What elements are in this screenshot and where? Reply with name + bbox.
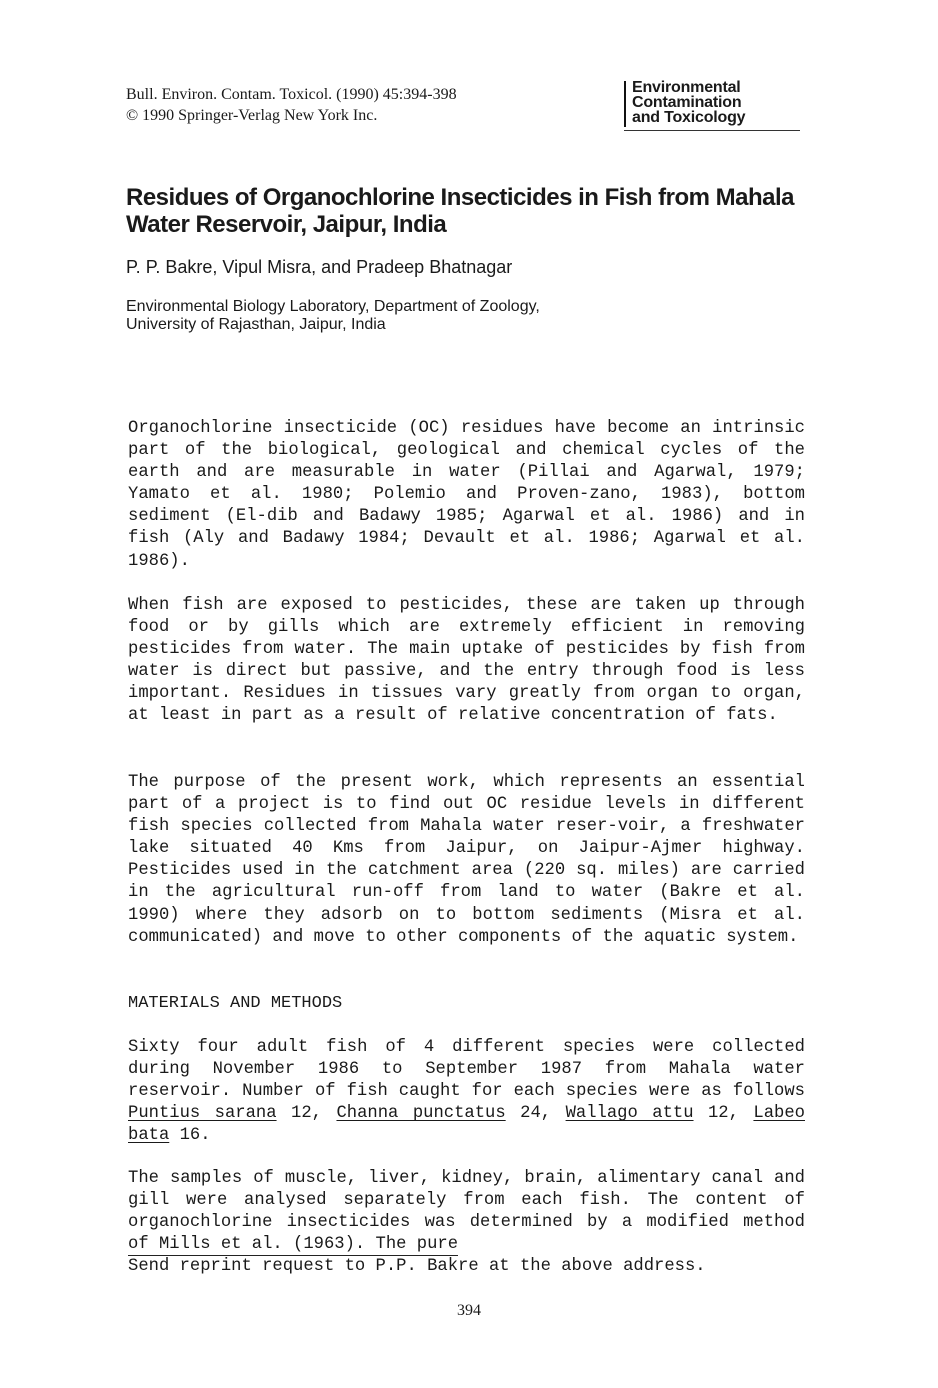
affiliation-line-2: University of Rajasthan, Jaipur, India xyxy=(126,316,386,333)
journal-logo-line-2: Contamination xyxy=(632,94,742,111)
species-count: 12, xyxy=(276,1104,337,1124)
species-count: 12, xyxy=(693,1104,754,1124)
species-name: Wallago attu xyxy=(565,1104,694,1124)
species-name: Puntius sarana xyxy=(128,1104,277,1124)
logo-underline xyxy=(624,130,800,131)
species-count: 24, xyxy=(505,1104,566,1124)
affiliation-line-1: Environmental Biology Laboratory, Department of Zoology, xyxy=(126,298,540,315)
author-affiliation xyxy=(126,298,540,334)
footnote-rule xyxy=(128,1255,458,1256)
body-paragraph-4 xyxy=(128,1037,805,1147)
article-authors: P. P. Bakre, Vipul Misra, and Pradeep Bhatnagar xyxy=(126,257,513,277)
page-number: 394 xyxy=(457,1302,481,1319)
footnote: Send reprint request to P.P. Bakre at the above address. xyxy=(128,1257,706,1277)
species-name: Channa punctatus xyxy=(336,1104,506,1124)
citation-line-1: Bull. Environ. Contam. Toxicol. (1990) 45:394-398 xyxy=(126,86,457,103)
body-paragraph-3: The purpose of the present work, which represents an essential part of a project is to find out OC residue levels in different fish species collected from Mahala water reser-voir, a freshwater lake situated 40 Kms from Jaipur, on Jaipur-Ajmer highway. Pesticides used in the catchment area (220 sq. miles) are carried in the agricultural run-off from land to water (Bakre et al. 1990) where they adsorb on to bottom sediments (Misra et al. communicated) and move to other components of the aquatic system. xyxy=(128,773,805,947)
journal-logo xyxy=(624,80,800,130)
copyright-line: © 1990 Springer-Verlag New York Inc. xyxy=(126,107,378,124)
logo-side-bar xyxy=(624,81,628,127)
citation-block xyxy=(126,84,457,126)
species-name: Labeo bata xyxy=(128,1104,805,1146)
species-count: 16. xyxy=(169,1126,211,1146)
journal-logo-line-3: and Toxicology xyxy=(632,109,746,126)
journal-logo-line-1: Environmental xyxy=(632,79,741,96)
para4-text: Sixty four adult fish of 4 different species were collected during November 1986 to September 1987 from Mahala water reservoir. Number of fish caught for each species were as follows xyxy=(128,1038,805,1102)
article-title: Residues of Organochlorine Insecticides in Fish from Mahala Water Reservoir, Jaipur, India xyxy=(126,184,794,238)
body-paragraph-2: When fish are exposed to pesticides, these are taken up through food or by gills which are extremely efficient in removing pesticides from water. The main uptake of pesticides by fish from water is direct but passive, and the entry through food is less important. Residues in tissues vary greatly from organ to organ, at least in part as a result of relative concentration of fats. xyxy=(128,596,805,726)
section-heading-methods: MATERIALS AND METHODS xyxy=(128,994,343,1013)
para5-text: The samples of muscle, liver, kidney, brain, alimentary canal and gill were analysed separately from each fish. The content of organochlorine insecticides was determined by a modified method of Mills et al. (1963). The pure xyxy=(128,1169,805,1255)
body-paragraph-5 xyxy=(128,1168,805,1278)
body-paragraph-1: Organochlorine insecticide (OC) residues have become an intrinsic part of the biological, geological and chemical cycles of the earth and are measurable in water (Pillai and Agarwal, 1979; Yamato et al. 1980; Polemio and Proven-zano, 1983), bottom sediment (El-dib and Badawy 1985; Agarwal et al. 1986) and in fish (Aly and Badawy 1984; Devault et al. 1986; Agarwal et al. 1986). xyxy=(128,419,805,571)
